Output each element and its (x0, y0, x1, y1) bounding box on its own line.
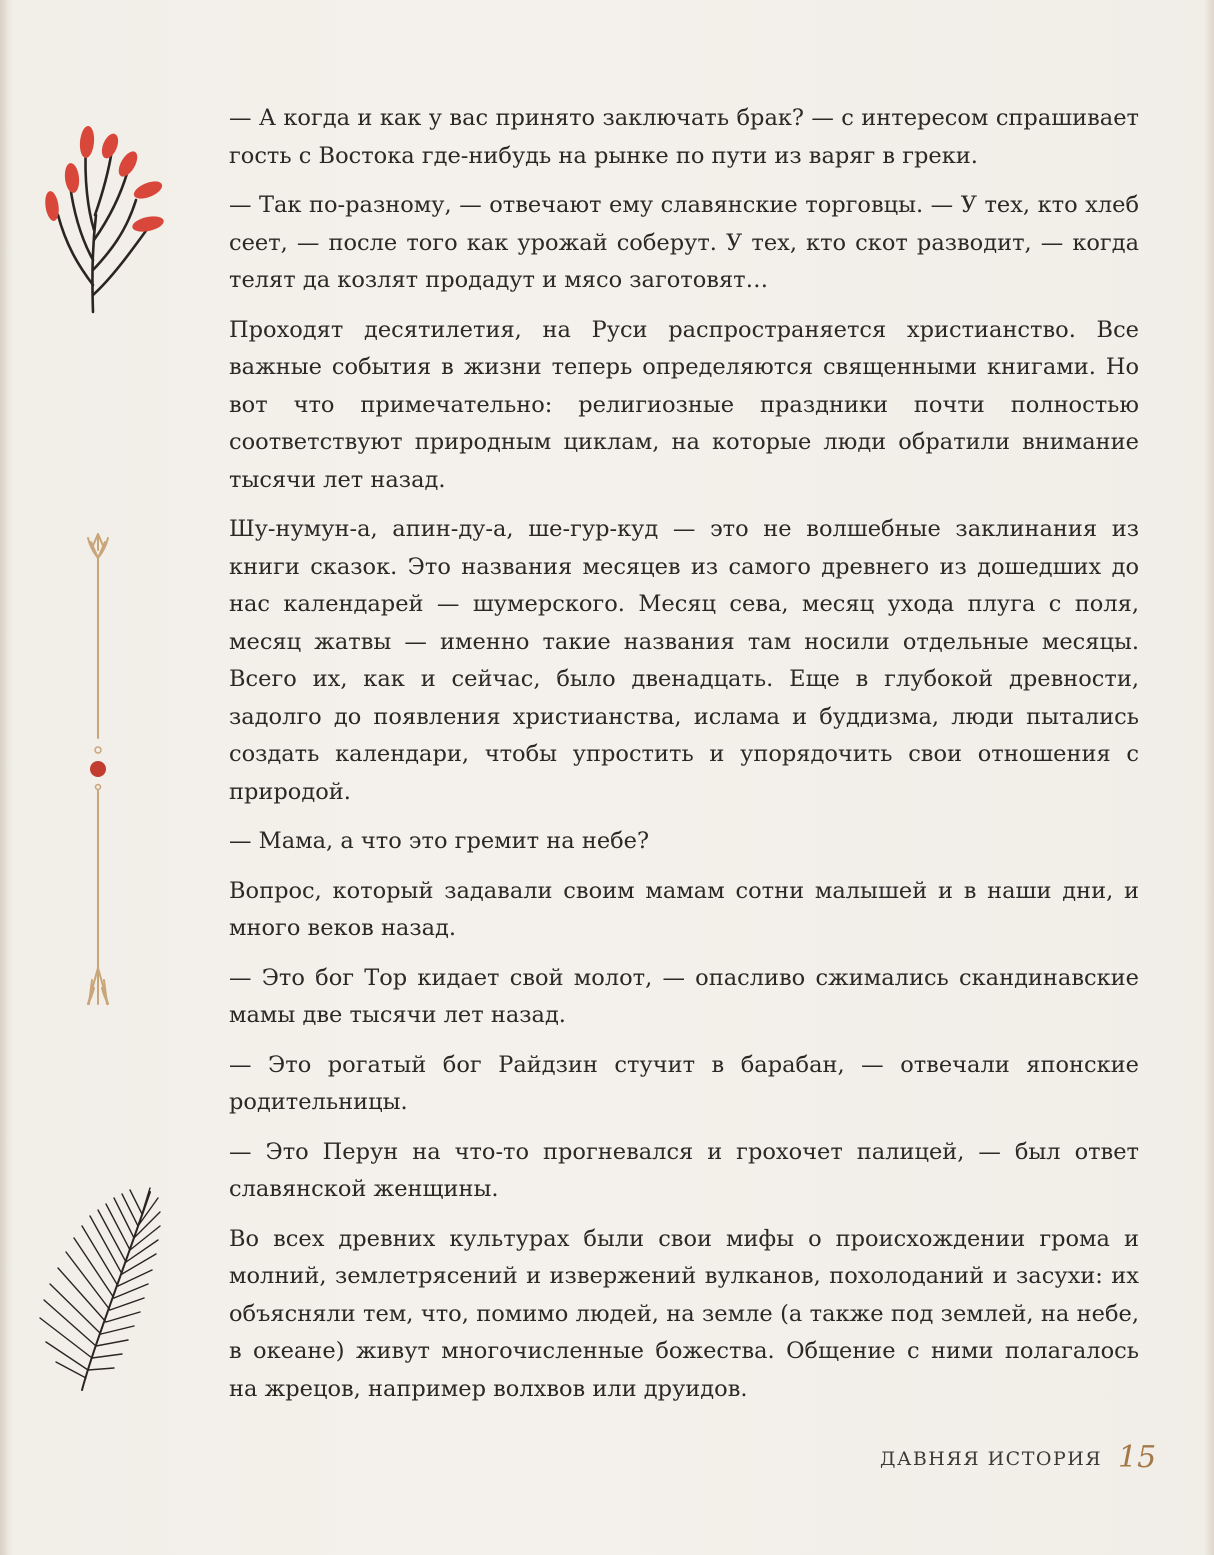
paragraph-question-history: Вопрос, который задавали своим мамам сотни малышей и в наши дни, и много веков назад. (229, 877, 1139, 941)
paragraph-sumerian-calendar: Шу-нумун-а, апин-ду-а, ше-гур-куд — это не волшебные заклинания из книги сказок. Это названия месяцев из самого древнего из дошедших до нас календарей — шумерского. Месяц сева, месяц ухода плуга с поля, месяц жатвы — именно такие названия там носили отдельные месяцы. Всего их, как и сейчас, было двенадцать. Еще в глубокой древности, задолго до появления христианства, ислама и буддизма, люди пытались создать календари, чтобы упростить и упорядочить свои отношения с природой. (229, 516, 1139, 805)
paragraph-guest-question: — А когда и как у вас принято заключать брак? — с интересом спрашивает гость с Востока где-нибудь на рынке по пути из варяг в греки. (229, 105, 1139, 169)
paragraph-raijin: — Это рогатый бог Райдзин стучит в барабан, — отвечали японские родительницы. (229, 1051, 1139, 1115)
page-number: 15 (1118, 1440, 1157, 1475)
arrow-icon (76, 528, 120, 1012)
paragraph-perun: — Это Перун на что-то прогневался и грохочет палицей, — был ответ славянской женщины. (229, 1138, 1139, 1202)
paragraph-traders-answer: — Так по-разному, — отвечают ему славянские торговцы. — У тех, кто хлеб сеет, — после того как урожай соберут. У тех, кто скот разводит, — когда телят да козлят продадут и мясо заготовят… (229, 192, 1139, 293)
running-footer-section-title: ДАВНЯЯ ИСТОРИЯ (880, 1448, 1103, 1470)
paragraph-christianity: Проходят десятилетия, на Руси распространяется христианство. Все важные события в жизни теперь определяются священными книгами. Но вот что примечательно: религиозные праздники почти полностью соответствуют природным циклам, на которые люди обратили внимание тысячи лет назад. (229, 316, 1139, 493)
berry-branch-icon (36, 120, 176, 320)
paragraph-thor: — Это бог Тор кидает свой молот, — опасливо сжимались скандинавские мамы две тысячи лет назад. (229, 964, 1139, 1028)
pine-branch-icon (34, 1186, 166, 1396)
paragraph-child-question: — Мама, а что это гремит на небе? (229, 828, 650, 854)
paragraph-myths: Во всех древних культурах были свои мифы о происхождении грома и молний, землетрясений и извержений вулканов, похолоданий и засухи: их объясняли тем, что, помимо людей, на земле (а также под землей, на небе, в океане) живут многочисленные божества. Общение с ними полагалось на жрецов, например волхвов или друидов. (229, 1225, 1139, 1402)
body-text (229, 100, 1139, 1420)
